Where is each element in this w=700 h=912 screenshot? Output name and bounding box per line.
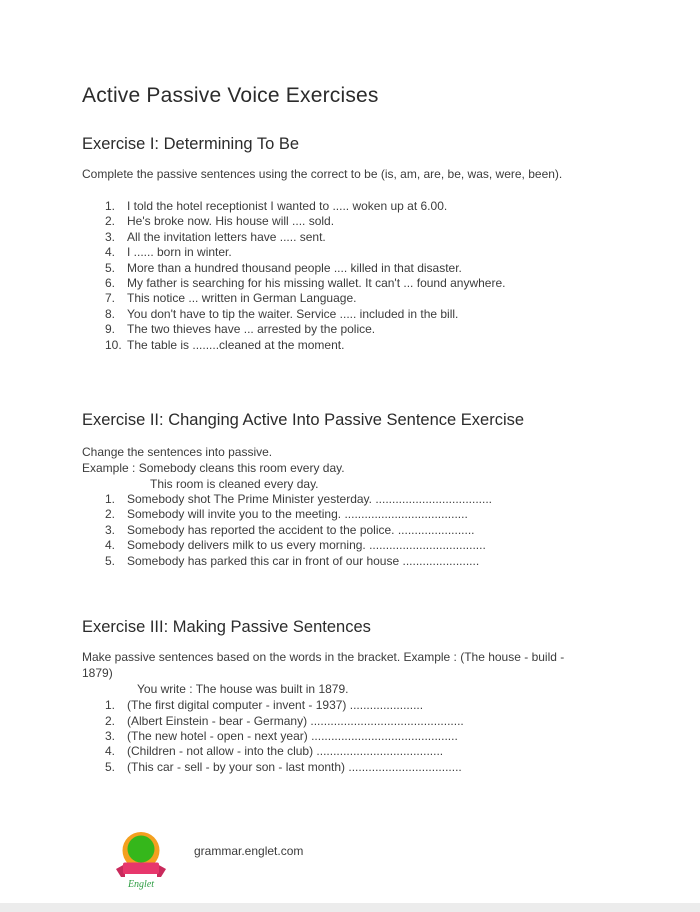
exercise-2-section: [82, 410, 640, 569]
item-text: Somebody delivers milk to us every morning. ...................................: [127, 538, 486, 553]
item-number: 5.: [105, 759, 116, 774]
exercise-2-example-answer: This room is cleaned every day.: [150, 477, 319, 492]
item-number: 6.: [105, 276, 116, 291]
item-text: This notice ... written in German Language.: [127, 291, 357, 306]
exercise-2-list: [82, 492, 640, 569]
item-text: (This car - sell - by your son - last month) ..................................: [127, 759, 462, 774]
exercise-3-example-answer: You write : The house was built in 1879.: [137, 682, 349, 697]
item-text: (The new hotel - open - next year) ............................................: [127, 728, 458, 743]
exercise-3-instructions-line1: Make passive sentences based on the words in the bracket. Example : (The house - build -: [82, 650, 565, 665]
list-item: [105, 230, 640, 245]
item-number: 3.: [105, 728, 116, 743]
exercise-3-instructions-line2: 1879): [82, 666, 113, 681]
list-item: [105, 338, 640, 353]
logo-inner-circle: [128, 836, 155, 863]
list-item: [105, 199, 640, 214]
exercise-1-section: [82, 134, 640, 353]
item-text: You don't have to tip the waiter. Service ..... included in the bill.: [127, 306, 459, 321]
item-text: The two thieves have ... arrested by the police.: [127, 322, 376, 337]
item-number: 2.: [105, 214, 116, 229]
logo-ribbon-band: [123, 863, 159, 875]
item-number: 8.: [105, 306, 116, 321]
englet-logo-icon: [116, 832, 166, 890]
list-item: [105, 261, 640, 276]
item-number: 4.: [105, 245, 116, 260]
item-text: Somebody has reported the accident to the police. .......................: [127, 522, 475, 537]
item-text: Somebody will invite you to the meeting. .....................................: [127, 507, 468, 522]
item-text: (Children - not allow - into the club) ......................................: [127, 744, 444, 759]
list-item: [105, 307, 640, 322]
exercise-3-section: [82, 617, 640, 775]
item-text: (Albert Einstein - bear - Germany) ..............................................: [127, 713, 464, 728]
list-item: [105, 760, 640, 775]
item-text: Somebody shot The Prime Minister yesterday. ...................................: [127, 492, 493, 507]
list-item: [105, 291, 640, 306]
item-number: 2.: [105, 507, 116, 522]
footer: [116, 832, 640, 890]
exercise-3-heading: Exercise III: Making Passive Sentences: [82, 618, 371, 637]
item-number: 3.: [105, 229, 116, 244]
item-number: 5.: [105, 260, 116, 275]
list-item: [105, 523, 640, 538]
list-item: [105, 276, 640, 291]
item-text: All the invitation letters have ..... sent.: [127, 229, 326, 244]
item-number: 3.: [105, 522, 116, 537]
item-number: 2.: [105, 713, 116, 728]
exercise-2-instructions: Change the sentences into passive.: [82, 445, 273, 460]
page-bottom-edge: [0, 903, 700, 912]
item-text: My father is searching for his missing wallet. It can't ... found anywhere.: [127, 276, 506, 291]
item-text: He's broke now. His house will .... sold.: [127, 214, 335, 229]
list-item: [105, 714, 640, 729]
item-number: 10.: [105, 337, 122, 352]
list-item: [105, 538, 640, 553]
list-item: [105, 698, 640, 713]
list-item: [105, 322, 640, 337]
item-number: 7.: [105, 291, 116, 306]
logo-script-text: Englet: [127, 879, 155, 891]
list-item: [105, 729, 640, 744]
item-text: I told the hotel receptionist I wanted to ..... woken up at 6.00.: [127, 199, 448, 213]
exercise-1-instructions: Complete the passive sentences using the correct to be (is, am, are, be, was, were, been).: [82, 167, 563, 181]
list-item: [105, 507, 640, 522]
item-text: I ...... born in winter.: [127, 245, 232, 260]
list-item: [105, 492, 640, 507]
exercise-1-heading: Exercise I: Determining To Be: [82, 135, 300, 153]
item-text: Somebody has parked this car in front of our house .......................: [127, 553, 480, 568]
list-item: [105, 554, 640, 569]
item-number: 1.: [105, 199, 116, 213]
exercise-2-example: Example : Somebody cleans this room every day.: [82, 461, 345, 476]
item-text: More than a hundred thousand people .... killed in that disaster.: [127, 260, 462, 275]
site-url: grammar.englet.com: [194, 844, 304, 859]
exercise-1-list: [82, 199, 640, 353]
list-item: [105, 214, 640, 229]
item-text: The table is ........cleaned at the moment.: [127, 337, 345, 352]
item-number: 4.: [105, 538, 116, 553]
item-number: 5.: [105, 553, 116, 568]
item-number: 1.: [105, 492, 116, 507]
item-number: 9.: [105, 322, 116, 337]
exercise-3-list: [82, 698, 640, 775]
exercise-2-heading: Exercise II: Changing Active Into Passive Sentence Exercise: [82, 411, 525, 430]
list-item: [105, 744, 640, 759]
item-text: (The first digital computer - invent - 1937) ......................: [127, 698, 424, 713]
item-number: 4.: [105, 744, 116, 759]
list-item: [105, 245, 640, 260]
item-number: 1.: [105, 698, 116, 713]
page-title: Active Passive Voice Exercises: [82, 84, 379, 107]
